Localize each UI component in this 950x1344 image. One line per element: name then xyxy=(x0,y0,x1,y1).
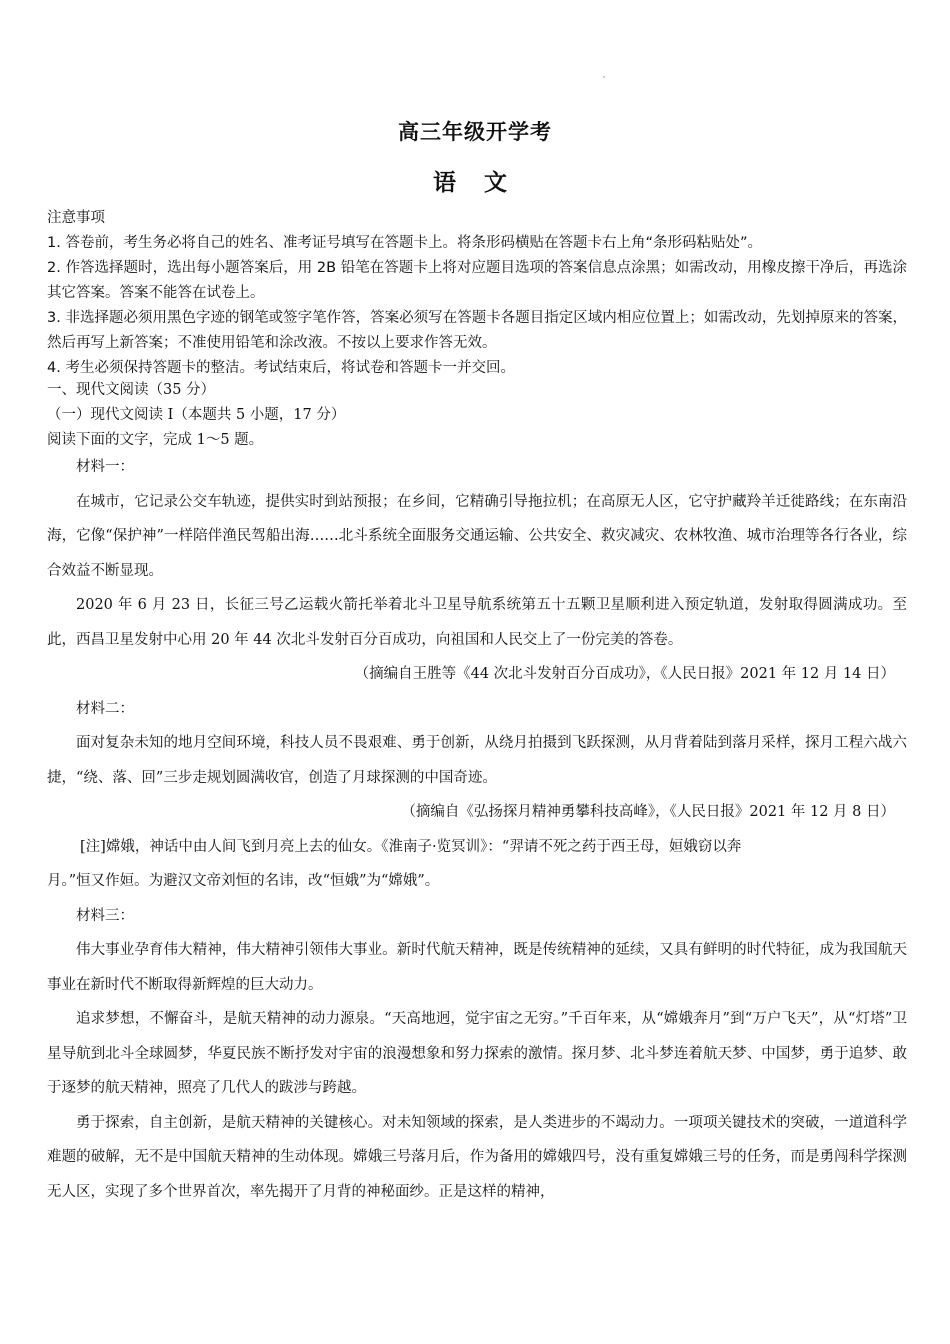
section-heading: 一、现代文阅读（35 分） xyxy=(47,382,216,398)
material1-label: 材料一： xyxy=(76,459,134,475)
exam-title: 高三年级开学考 xyxy=(398,120,552,144)
notice-item-1: 1. 答卷前，考生务必将自己的姓名、准考证号填写在答题卡上。将条形码横贴在答题卡右上角“条形码粘贴处”。 xyxy=(47,235,762,251)
material1-paragraph-1: 在城市，它记录公交车轨迹，提供实时到站预报；在乡间，它精确引导拖拉机；在高原无人区，它守护藏羚羊迁徙路线；在东南沿海，它像“保护神”一样陪伴渔民驾船出海……北斗系统全面服务交通运输、公共安全、救灾减灾、农林牧渔、城市治理等各行各业，综合效益不断显现。 xyxy=(47,493,907,579)
material1-paragraph-2: 2020 年 6 月 23 日，长征三号乙运载火箭托举着北斗卫星导航系统第五十五颗卫星顺利进入预定轨道，发射取得圆满成功。至此，西昌卫星发射中心用 20 年 44 次北斗发射百分百成功，向祖国和人民交上了一份完美的答卷。 xyxy=(47,597,907,648)
section-subheading: （一）现代文阅读 I（本题共 5 小题，17 分） xyxy=(47,407,346,423)
notice-heading: 注意事项 xyxy=(47,210,105,226)
material1-source: （摘编自王胜等《44 次北斗发射百分百成功》，《人民日报》2021 年 12 月 14 日） xyxy=(354,666,895,682)
material3-label: 材料三： xyxy=(76,907,134,924)
notice-item-2: 2. 作答选择题时，选出每小题答案后，用 2B 铅笔在答题卡上将对应题目选项的答案信息点涂黑；如需改动，用橡皮擦干净后，再选涂其它答案。答案不能答在试卷上。 xyxy=(47,260,907,301)
material3-paragraph-1: 伟大事业孕育伟大精神，伟大精神引领伟大事业。新时代航天精神，既是传统精神的延续，又具有鲜明的时代特征，成为我国航天事业在新时代不断取得新辉煌的巨大动力。 xyxy=(47,942,907,993)
subject-title: 语 文 xyxy=(432,170,517,196)
material2-note-line-1: [注]嫦娥，神话中由人间飞到月亮上去的仙女。《淮南子·览冥训》：“羿请不死之药于西王母，姮娥窃以奔 xyxy=(80,838,742,855)
material3-paragraph-2: 追求梦想，不懈奋斗，是航天精神的动力源泉。“天高地迥，觉宇宙之无穷。”千百年来，从“嫦娥奔月”到“万户飞天”，从“灯塔”卫星导航到北斗全球圆梦，华夏民族不断抒发对宇宙的浪漫想象和努力探索的激情。探月梦、北斗梦连着航天梦、中国梦，勇于追梦、敢于逐梦的航天精神，照亮了几代人的跋涉与跨越。 xyxy=(47,1011,907,1096)
material2-source: （摘编自《弘扬探月精神勇攀科技高峰》，《人民日报》2021 年 12 月 8 日） xyxy=(401,804,895,820)
material3-paragraph-3: 勇于探索，自主创新，是航天精神的关键核心。对未知领域的探索，是人类进步的不竭动力。一项项关键技术的突破，一道道科学难题的破解，无不是中国航天精神的生动体现。嫦娥三号落月后，作为备用的嫦娥四号，没有重复嫦娥三号的任务，而是勇闯科学探测无人区，实现了多个世界首次，率先揭开了月背的神秘面纱。正是这样的精神， xyxy=(47,1114,907,1200)
section-instruction: 阅读下面的文字，完成 1～5 题。 xyxy=(47,432,264,448)
material2-label: 材料二： xyxy=(76,700,134,717)
reading-materials xyxy=(47,450,907,1209)
material2-paragraph-1: 面对复杂未知的地月空间环境，科技人员不畏艰难、勇于创新，从绕月拍摄到飞跃探测，从月背着陆到落月采样，探月工程六战六捷，“绕、落、回”三步走规划圆满收官，创造了月球探测的中国奇迹。 xyxy=(47,735,907,786)
scan-speck xyxy=(603,76,605,78)
reading-section-header xyxy=(47,378,907,453)
material2-note-line-2: 月。”恒又作姮。为避汉文帝刘恒的名讳，改“恒娥”为“嫦娥”。 xyxy=(47,873,440,889)
notice-item-3: 3. 非选择题必须用黑色字迹的钢笔或签字笔作答，答案必须写在答题卡各题目指定区域内相应位置上；如需改动，先划掉原来的答案，然后再写上新答案；不准使用铅笔和涂改液。不按以上要求作答无效。 xyxy=(47,310,907,351)
notice-section xyxy=(47,206,907,381)
notice-item-4: 4. 考生必须保持答题卡的整洁。考试结束后，将试卷和答题卡一并交回。 xyxy=(47,360,515,376)
